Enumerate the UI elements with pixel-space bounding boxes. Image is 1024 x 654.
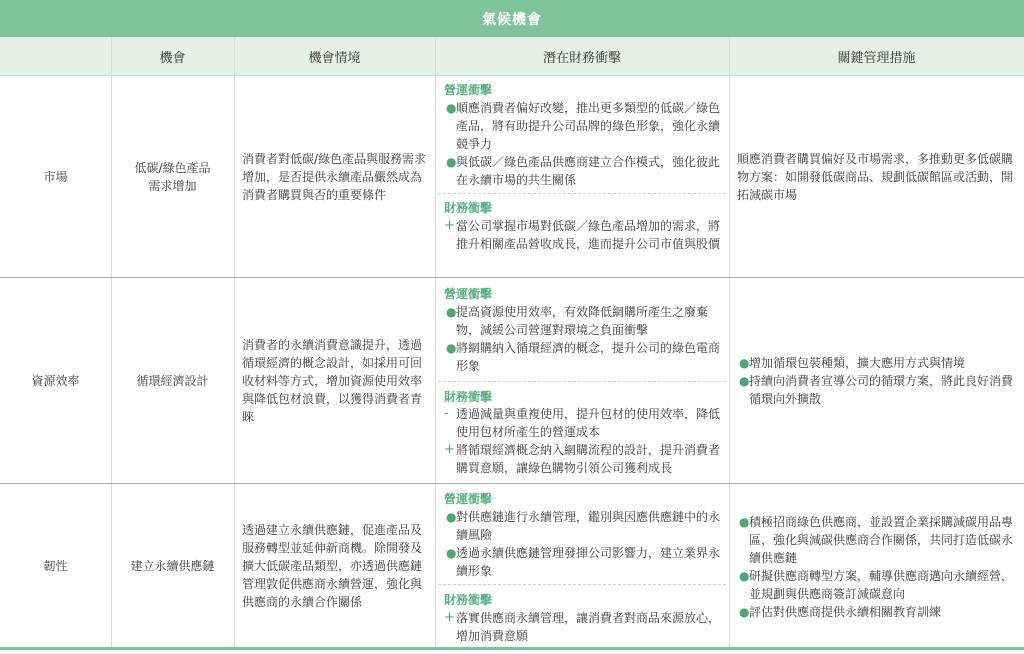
column-divider (234, 37, 235, 649)
financial-impact-label: 財務衝擊 (444, 390, 493, 404)
section-divider (438, 584, 726, 585)
financial-impact-label: 財務衝擊 (444, 593, 493, 607)
row-opportunity: 建立永續供應鏈 (130, 558, 215, 573)
row-opportunity: 低碳/綠色產品 需求增加 (134, 160, 211, 193)
impact-item: ● 將網購納入循環經濟的概念，提升公司的綠色電商形象 (446, 341, 721, 373)
impact-item: + 落實供應商永續管理，讓消費者對商品來源放心，增加消費意願 (444, 610, 721, 643)
row-scenario: 消費者對低碳/綠色產品與服務需求增加，是否提供永續產品儼然成為消費者購買與否的重要條件 (242, 151, 427, 202)
section-divider (438, 193, 726, 194)
management-item: ● 積極招商綠色供應商，並設置企業採購減碳用品專區，強化與減碳供應商合作關係，共同打造低碳永續供應鏈 (739, 515, 1014, 565)
management-item: ● 研擬供應商轉型方案，輔導供應商邁向永續經營，並規劃與供應商簽訂減碳意向 (739, 569, 1014, 601)
impact-item: ● 透過永續供應鏈管理發揮公司影響力，建立業界永續形象 (446, 546, 721, 578)
column-divider (729, 37, 730, 649)
row-opportunity: 循環經濟設計 (136, 373, 209, 388)
header-management: 關鍵管理措施 (837, 50, 916, 66)
impact-item: ● 對供應鏈進行永續管理，鑑別與因應供應鏈中的永續風險 (446, 510, 721, 542)
impact-item: + 當公司掌握市場對低碳／綠色產品增加的需求，將推升相關產品營收成長，進而提升公司市值與股價 (444, 218, 721, 251)
management-item: 順應消費者購買偏好及市場需求，多推動更多低碳購物方案：如開發低碳商品、規劃低碳館區或活動，開拓減碳市場 (737, 152, 1014, 202)
table-header-row (0, 37, 1024, 76)
section-divider (438, 381, 726, 382)
impact-item: ● 提高資源使用效率，有效降低網購所產生之廢棄物，減緩公司營運對環境之負面衝擊 (446, 305, 709, 337)
impact-item: + 將循環經濟概念納入網購流程的設計，提升消費者購買意願，讓綠色購物引領公司獲利成長 (444, 442, 721, 475)
financial-impact-label: 財務衝擊 (444, 201, 493, 215)
table-title: 氣候機會 (0, 0, 1024, 37)
row-scenario: 透過建立永續供應鏈，促進產品及服務轉型並延伸新商機。除開發及擴大低碳產品類型，亦透過供應鏈管理敦促供應商永續營運，強化與供應商的永續合作關係 (242, 522, 423, 609)
row-category: 資源效率 (31, 373, 80, 388)
impact-item: ● 與低碳／綠色產品供應商建立合作模式，強化彼此在永續市場的共生關係 (446, 155, 721, 187)
impact-item: ● 順應消費者偏好改變，推出更多類型的低碳／綠色產品，將有助提升公司品牌的綠色形象，強化永續競爭力 (446, 101, 721, 151)
impact-item: - 透過減量與重複使用，提升包材的使用效率，降低使用包材所產生的營運成本 (444, 406, 721, 439)
operational-impact-label: 營運衝擊 (444, 492, 493, 506)
management-item: ● 增加循環包裝種類，擴大應用方式與情境 (739, 356, 966, 370)
row-category: 市場 (43, 169, 68, 184)
column-divider (435, 37, 436, 649)
row-category: 韌性 (43, 558, 68, 573)
table-bottom-bar (0, 647, 1024, 650)
management-item: ● 評估對供應商提供永續相關教育訓練 (739, 605, 942, 619)
operational-impact-label: 營運衝擊 (444, 83, 493, 97)
operational-impact-label: 營運衝擊 (444, 287, 493, 301)
header-opportunity: 機會 (159, 50, 186, 66)
row-scenario: 消費者的永續消費意識提升，透過循環經濟的概念設計，如採用可回收材料等方式，增加資源使用效率與降低包材浪費，以獲得消費者青睞 (242, 337, 423, 424)
management-item: ● 持續向消費者宣導公司的循環方案，將此良好消費循環向外擴散 (739, 374, 1014, 406)
header-scenario: 機會情境 (308, 50, 361, 66)
header-financial-impact: 潛在財務衝擊 (542, 50, 621, 66)
